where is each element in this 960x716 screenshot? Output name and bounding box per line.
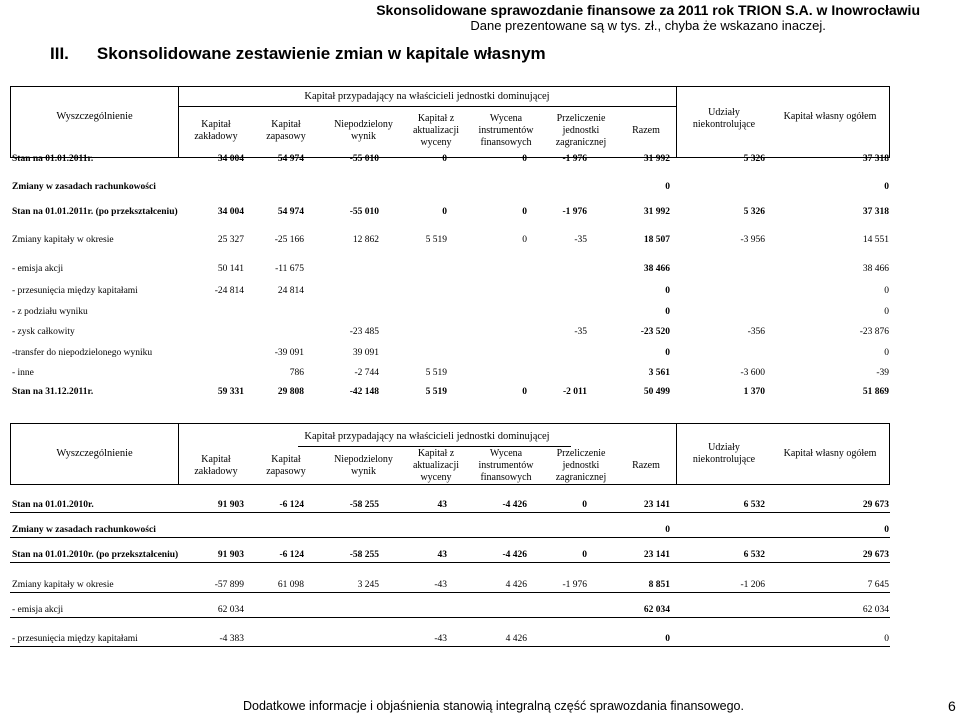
col-przeliczenie: Przeliczenie jednostki zagranicznej	[555, 113, 607, 148]
row-value: -35	[574, 327, 587, 337]
table-row	[10, 327, 890, 341]
table-row	[10, 348, 890, 362]
row-value: 0	[582, 500, 587, 510]
col-zakladowy: Kapitał zakładowy	[194, 454, 238, 477]
row-value: 0	[665, 525, 670, 535]
row-value: 24 814	[277, 286, 304, 296]
row-value: -23 485	[349, 327, 379, 337]
row-value: -25 166	[274, 235, 304, 245]
row-value: 3 561	[648, 368, 670, 378]
section-title	[50, 44, 546, 64]
row-value: 18 507	[643, 235, 670, 245]
table-header	[10, 423, 890, 485]
row-value: 0	[884, 634, 889, 644]
row-value: 6 532	[743, 500, 765, 510]
col-zakladowy: Kapitał zakładowy	[194, 119, 238, 142]
row-value: 0	[665, 286, 670, 296]
col-wyszczegolnienie: Wyszczególnienie	[56, 448, 133, 459]
row-value: 31 992	[643, 154, 670, 164]
col-aktualizacji: Kapitał z aktualizacji wyceny	[412, 448, 460, 483]
row-label: - z podziału wyniku	[12, 307, 88, 317]
row-value: 51 869	[862, 387, 889, 397]
row-value: 25 327	[217, 235, 244, 245]
row-value: 0	[884, 307, 889, 317]
col-wycena: Wycena instrumentów finansowych	[478, 113, 534, 148]
row-value: -1 976	[562, 580, 587, 590]
row-value: 0	[582, 550, 587, 560]
row-value: 1 370	[743, 387, 765, 397]
row-value: -3 600	[740, 368, 765, 378]
col-zapasowy: Kapitał zapasowy	[266, 119, 306, 142]
row-value: 0	[884, 525, 889, 535]
row-value: -3 956	[740, 235, 765, 245]
row-label: - emisja akcji	[12, 605, 64, 615]
row-label: Stan na 01.01.2010r.	[12, 500, 94, 510]
table-row	[10, 182, 890, 196]
row-value: 62 034	[217, 605, 244, 615]
row-value: 0	[665, 307, 670, 317]
row-label: Stan na 01.01.2011r. (po przekształceniu)	[12, 207, 178, 217]
row-value: 0	[522, 154, 527, 164]
row-value: 4 426	[505, 580, 527, 590]
section-title-text: Skonsolidowane zestawienie zmian w kapitale własnym	[96, 44, 546, 63]
row-value: 38 466	[643, 264, 670, 274]
row-value: 39 091	[352, 348, 379, 358]
row-label: - inne	[12, 368, 34, 378]
row-label: -transfer do niepodzielonego wyniku	[12, 348, 153, 358]
footer-note: Dodatkowe informacje i objaśnienia stanowią integralną część sprawozdania finansowego.	[243, 699, 744, 713]
row-value: -1 976	[562, 154, 587, 164]
table-row	[10, 264, 890, 278]
row-value: -23 876	[859, 327, 889, 337]
col-niepodzielony: Niepodzielony wynik	[334, 454, 393, 477]
row-value: -6 124	[279, 550, 304, 560]
row-value: 0	[884, 286, 889, 296]
row-value: 786	[289, 368, 304, 378]
col-udzialy: Udziały niekontrolujące	[692, 442, 756, 465]
row-value: 14 551	[862, 235, 889, 245]
row-value: 8 851	[648, 580, 670, 590]
row-value: 59 331	[217, 387, 244, 397]
row-label: Zmiany kapitały w okresie	[12, 235, 114, 245]
row-value: -4 426	[502, 500, 527, 510]
row-value: 12 862	[352, 235, 379, 245]
row-value: 91 903	[217, 550, 244, 560]
col-wycena: Wycena instrumentów finansowych	[478, 448, 534, 483]
row-value: -57 899	[214, 580, 244, 590]
row-value: 50 499	[643, 387, 670, 397]
row-value: 50 141	[217, 264, 244, 274]
row-value: 62 034	[643, 605, 670, 615]
row-value: 5 519	[425, 387, 447, 397]
table-row	[10, 235, 890, 249]
row-value: -1 976	[562, 207, 587, 217]
row-value: 62 034	[862, 605, 889, 615]
row-label: Stan na 01.01.2011r.	[12, 154, 94, 164]
row-value: 54 974	[277, 154, 304, 164]
row-value: -24 814	[214, 286, 244, 296]
col-ogolem: Kapitał własny ogółem	[783, 448, 877, 459]
document-header	[376, 2, 920, 33]
row-value: 37 318	[862, 207, 889, 217]
row-value: -1 206	[740, 580, 765, 590]
col-aktualizacji: Kapitał z aktualizacji wyceny	[412, 113, 460, 148]
row-value: 54 974	[277, 207, 304, 217]
row-value: 61 098	[277, 580, 304, 590]
col-razem: Razem	[632, 460, 660, 471]
row-underline	[10, 537, 890, 538]
row-value: -356	[747, 327, 765, 337]
row-label: - przesunięcia między kapitałami	[12, 286, 138, 296]
col-przeliczenie: Przeliczenie jednostki zagranicznej	[555, 448, 607, 483]
row-value: -42 148	[349, 387, 379, 397]
equity-table-2010	[10, 423, 890, 644]
row-value: 6 532	[743, 550, 765, 560]
row-value: -55 010	[349, 207, 379, 217]
col-group: Kapitał przypadający na właścicieli jednostki dominującej	[304, 431, 550, 442]
row-label: - emisja akcji	[12, 264, 64, 274]
row-label: Zmiany kapitały w okresie	[12, 580, 114, 590]
page-number: 6	[948, 698, 956, 714]
table-row	[10, 387, 890, 401]
row-value: -2 744	[354, 368, 379, 378]
row-label: Zmiany w zasadach rachunkowości	[12, 525, 156, 535]
table-row	[10, 368, 890, 382]
row-label: - zysk całkowity	[12, 327, 75, 337]
row-value: 0	[522, 387, 527, 397]
equity-table-2011	[10, 86, 890, 397]
row-label: Stan na 31.12.2011r.	[12, 387, 94, 397]
row-underline	[10, 617, 890, 618]
row-value: 3 245	[357, 580, 379, 590]
row-value: -23 520	[640, 327, 670, 337]
col-niepodzielony: Niepodzielony wynik	[334, 119, 393, 142]
row-value: -58 255	[349, 500, 379, 510]
row-value: -55 010	[349, 154, 379, 164]
row-label: Stan na 01.01.2010r. (po przekształceniu)	[12, 550, 179, 560]
row-value: -39	[876, 368, 889, 378]
report-title: Skonsolidowane sprawozdanie finansowe za 2011 rok TRION S.A. w Inowrocławiu	[376, 2, 920, 18]
section-number: III.	[50, 44, 69, 63]
col-group: Kapitał przypadający na właścicieli jednostki dominującej	[304, 91, 550, 102]
currency-note: Dane prezentowane są w tys. zł., chyba że wskazano inaczej.	[470, 18, 826, 33]
table-row	[10, 307, 890, 321]
table-row	[10, 154, 890, 168]
row-underline	[10, 592, 890, 593]
row-value: 38 466	[862, 264, 889, 274]
row-value: 5 519	[425, 235, 447, 245]
row-value: -2 011	[562, 387, 587, 397]
row-value: 0	[665, 348, 670, 358]
row-value: 4 426	[505, 634, 527, 644]
row-value: 0	[665, 634, 670, 644]
table-header	[10, 86, 890, 158]
row-value: 29 808	[277, 387, 304, 397]
col-ogolem: Kapitał własny ogółem	[783, 111, 877, 122]
row-value: 0	[665, 182, 670, 192]
row-value: -43	[434, 580, 447, 590]
row-value: -11 675	[275, 264, 304, 274]
row-value: 0	[522, 207, 527, 217]
row-value: 34 004	[217, 207, 244, 217]
row-value: -43	[434, 634, 447, 644]
row-value: 91 903	[217, 500, 244, 510]
row-value: 0	[442, 154, 447, 164]
col-wyszczegolnienie: Wyszczególnienie	[56, 111, 133, 122]
row-value: -39 091	[274, 348, 304, 358]
row-value: 37 318	[862, 154, 889, 164]
col-zapasowy: Kapitał zapasowy	[266, 454, 306, 477]
row-value: 23 141	[643, 500, 670, 510]
table-row	[10, 207, 890, 221]
row-value: 43	[437, 500, 447, 510]
col-razem: Razem	[632, 125, 660, 136]
row-value: -4 383	[219, 634, 244, 644]
row-label: - przesunięcia między kapitałami	[12, 634, 138, 644]
row-value: -6 124	[279, 500, 304, 510]
row-underline	[10, 562, 890, 563]
col-udzialy: Udziały niekontrolujące	[692, 107, 756, 130]
row-underline	[10, 646, 890, 647]
row-underline	[10, 512, 890, 513]
row-value: 29 673	[862, 500, 889, 510]
row-value: 43	[437, 550, 447, 560]
row-value: 34 004	[217, 154, 244, 164]
row-value: 0	[884, 182, 889, 192]
row-label: Zmiany w zasadach rachunkowości	[12, 182, 156, 192]
row-value: 5 326	[743, 207, 765, 217]
row-value: 23 141	[643, 550, 670, 560]
row-value: 0	[884, 348, 889, 358]
row-value: 31 992	[643, 207, 670, 217]
row-value: -4 426	[502, 550, 527, 560]
row-value: 7 645	[867, 580, 889, 590]
row-value: 29 673	[862, 550, 889, 560]
row-value: 5 519	[425, 368, 447, 378]
row-value: -35	[574, 235, 587, 245]
row-value: -58 255	[349, 550, 379, 560]
row-value: 0	[522, 235, 527, 245]
table-row	[10, 286, 890, 300]
row-value: 5 326	[743, 154, 765, 164]
row-value: 0	[442, 207, 447, 217]
